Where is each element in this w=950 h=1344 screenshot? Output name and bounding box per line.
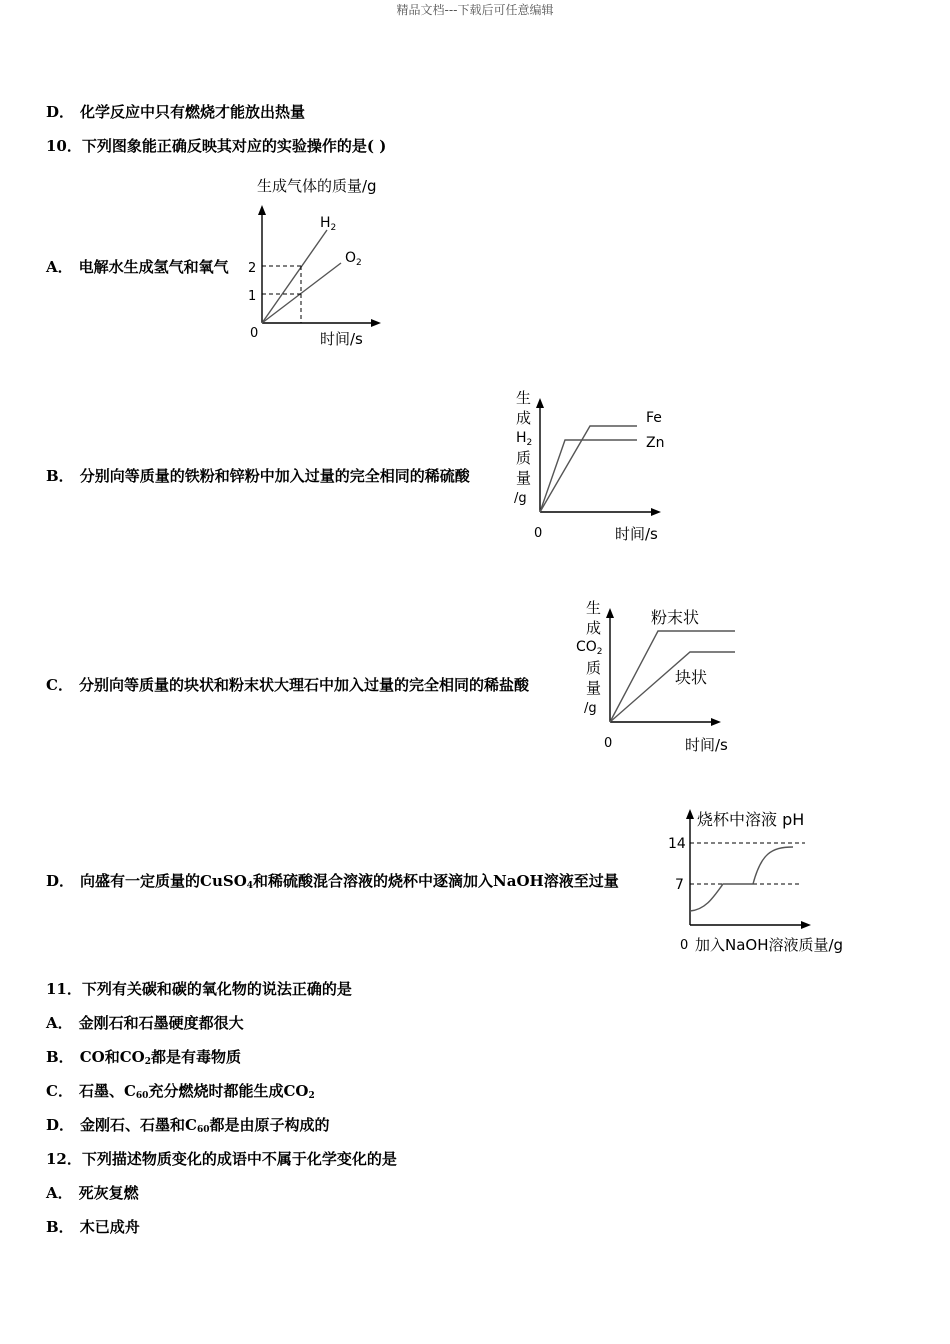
graph-a-origin: 0 [250,326,259,341]
graph-b-origin: 0 [534,526,543,541]
graph-a-electrolysis [240,170,400,355]
option-label: D． [46,1116,75,1134]
graph-c-marble [575,595,750,760]
graph-d-ytick-7: 7 [675,877,684,893]
graph-b-zn-label: Zn [646,435,665,451]
graph-b-x-arrow [651,508,661,516]
option-text: 木已成舟 [79,1218,140,1236]
option-text-2: 都是由原子构成的 [209,1116,330,1134]
graph-b-metals [505,385,680,550]
graph-d-title: 烧杯中溶液 pH [697,810,805,829]
q11-stem: 11．下列有关碳和碳的氧化物的说法正确的是 [46,980,352,998]
option-label: A． [46,1184,73,1202]
option-label: D． [46,872,75,890]
graph-c-xlabel: 时间/s [685,736,728,754]
option-label: D． [46,103,75,121]
graph-b-ylabel-5: 量 [516,469,532,487]
option-text-1: CO和CO [79,1048,145,1066]
option-label: A． [46,258,73,276]
graph-a-title: 生成气体的质量/g [257,177,377,195]
option-text-1: 石墨、C [78,1082,136,1100]
q10-option-c [46,675,529,695]
option-text: 分别向等质量的块状和粉末状大理石中加入过量的完全相同的稀盐酸 [78,676,529,694]
q11-option-b [46,1047,241,1072]
graph-c-powder-line [610,631,735,722]
graph-b-fe-label: Fe [646,410,662,426]
graph-a-x-arrow [371,319,381,327]
graph-d-ph-curve [690,847,793,911]
option-subscript-1: 60 [135,1091,149,1101]
option-subscript: 2 [144,1057,151,1067]
q9-option-d [46,102,305,122]
graph-a-xlabel: 时间/s [320,330,363,348]
q11-option-c [46,1081,315,1106]
graph-c-ylabel-2: 成 [586,619,602,637]
graph-c-origin: 0 [604,736,613,751]
graph-c-x-arrow [711,718,721,726]
option-text-2: 充分燃烧时都能生成CO [148,1082,309,1100]
graph-b-zn-line [540,440,637,512]
graph-c-ylabel-3: $CO_2$ [576,639,603,657]
graph-b-ylabel-3: $H_2$ [516,430,533,448]
q12-option-b [46,1217,140,1237]
graph-b-xlabel: 时间/s [615,525,658,543]
q11-option-a [46,1013,244,1033]
graph-d-y-arrow [686,809,694,819]
graph-a-y-arrow [258,205,266,215]
option-label: B． [46,467,74,485]
q12-stem: 12．下列描述物质变化的成语中不属于化学变化的是 [46,1150,397,1168]
option-label: A． [46,1014,73,1032]
option-text: 化学反应中只有燃烧才能放出热量 [80,103,306,121]
option-label: C． [46,676,73,694]
graph-a-ytick-1: 1 [248,289,257,304]
option-text-1: 向盛有一定质量的CuSO [80,872,247,890]
option-subscript: 60 [196,1125,210,1135]
graph-c-ylabel-5: 量 [586,679,602,697]
option-label: C． [46,1082,73,1100]
graph-c-lump-label: 块状 [675,668,708,687]
option-subscript-2: 2 [308,1091,315,1101]
graph-c-powder-label: 粉末状 [651,608,700,627]
option-text: 死灰复燃 [78,1184,139,1202]
graph-b-y-arrow [536,398,544,408]
option-text: 分别向等质量的铁粉和锌粉中加入过量的完全相同的稀硫酸 [79,467,470,485]
q10-option-a [46,257,229,277]
option-text: 电解水生成氢气和氧气 [78,258,229,276]
graph-a-o2-label: $O_2$ [345,250,362,268]
graph-a-ytick-2: 2 [248,261,257,276]
q10-option-d [46,871,619,896]
option-label: B． [46,1048,74,1066]
q10-option-b [46,466,470,486]
graph-d-x-arrow [801,921,811,929]
graph-c-ylabel-6: /g [584,701,597,716]
option-text-1: 金刚石、石墨和C [80,1116,197,1134]
graph-a-h2-label: $H_2$ [320,215,337,233]
graph-c-ylabel-4: 质 [586,659,602,677]
graph-d-ytick-14: 14 [668,836,686,852]
graph-b-ylabel-2: 成 [516,409,532,427]
q11-option-d [46,1115,330,1140]
graph-b-ylabel-1: 生 [516,389,532,407]
option-subscript: 4 [246,881,254,891]
option-label: B． [46,1218,74,1236]
graph-c-y-arrow [606,608,614,618]
graph-a-h2-line [262,230,327,323]
graph-d-origin: 0 [680,938,689,953]
graph-c-ylabel-1: 生 [586,599,602,617]
graph-d-ph [665,800,860,960]
option-text-2: 都是有毒物质 [150,1048,241,1066]
graph-b-ylabel-6: /g [514,491,527,506]
graph-d-xlabel: 加入NaOH溶液质量/g [695,936,844,954]
q12-option-a [46,1183,139,1203]
graph-a-o2-line [262,263,341,323]
q10-stem: 10．下列图象能正确反映其对应的实验操作的是( ) [46,137,387,155]
option-text: 金刚石和石墨硬度都很大 [78,1014,244,1032]
graph-b-ylabel-4: 质 [516,449,532,467]
page-watermark: 精品文档---下载后可任意编辑 [396,3,554,17]
option-text-2: 和稀硫酸混合溶液的烧杯中逐滴加入NaOH溶液至过量 [253,872,619,890]
